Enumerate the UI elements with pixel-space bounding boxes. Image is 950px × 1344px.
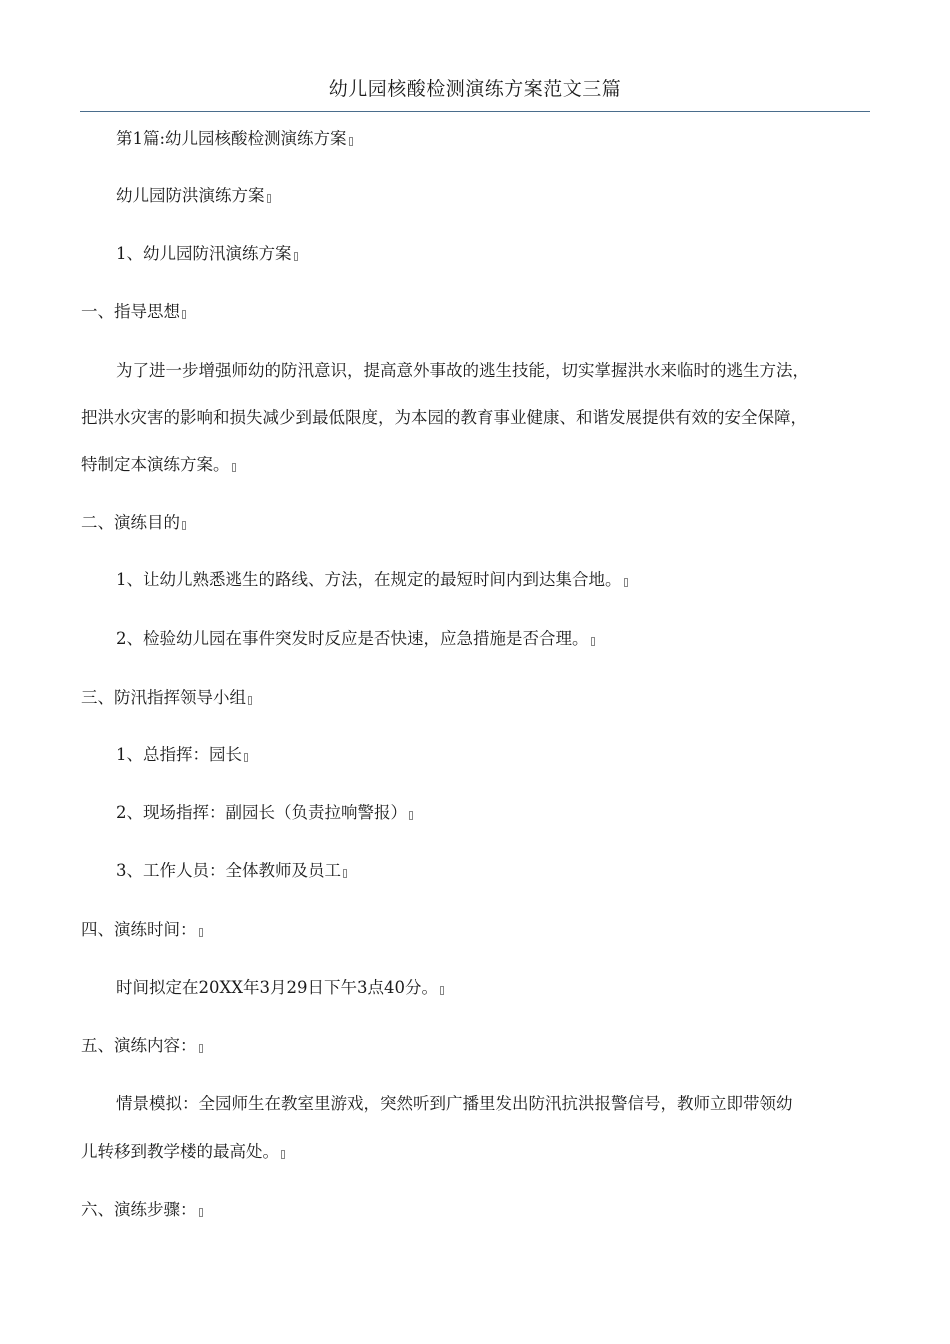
paragraph-line: 为了进一步增强师幼的防汛意识，提高意外事故的逃生技能，切实掌握洪水来临时的逃生方法， [116, 361, 809, 380]
list-item [116, 568, 628, 592]
paragraph-mark-icon [248, 696, 252, 705]
list-item-text: 2、现场指挥：副园长（负责拉响警报） [116, 803, 407, 822]
heading-1 [81, 300, 186, 324]
paragraph-text: 时间拟定在20XX年3月29日下午3点40分。 [116, 978, 438, 997]
paragraph-line: 情景模拟：全园师生在教室里游戏，突然听到广播里发出防汛抗洪报警信号，教师立即带领幼 [116, 1094, 793, 1113]
paragraph-mark-icon [440, 986, 444, 995]
paragraph-mark-icon [409, 811, 413, 820]
heading-3 [81, 686, 252, 710]
list-item-text: 3、工作人员：全体教师及员工 [116, 861, 341, 880]
paragraph-line: 儿转移到教学楼的最高处。 [81, 1142, 279, 1161]
list-item-text: 1、总指挥：园长 [116, 745, 242, 764]
paragraph-mark-icon [199, 928, 203, 937]
paragraph-mark-icon [349, 137, 353, 146]
heading-2 [81, 511, 186, 535]
heading-text: 三、防汛指挥领导小组 [81, 688, 246, 707]
heading-text: 一、指导思想 [81, 302, 180, 321]
heading-text: 五、演练内容： [81, 1036, 197, 1055]
paragraph-text: 第1篇:幼儿园核酸检测演练方案 [116, 129, 347, 148]
title-underline [80, 111, 870, 112]
heading-text: 二、演练目的 [81, 513, 180, 532]
paragraph-3 [116, 242, 298, 266]
paragraph-mark-icon [199, 1208, 203, 1217]
paragraph-2 [116, 184, 271, 208]
paragraph-line: 把洪水灾害的影响和损失减少到最低限度，为本园的教育事业健康、和谐发展提供有效的安全保障， [81, 408, 807, 427]
paragraph-mark-icon [244, 753, 248, 762]
paragraph-mark-icon [182, 521, 186, 530]
paragraph-mark-icon [232, 463, 236, 472]
document-title: 幼儿园核酸检测演练方案范文三篇 [328, 78, 622, 100]
paragraph-text: 幼儿园防洪演练方案 [116, 186, 265, 205]
paragraph-1 [116, 127, 353, 151]
list-item [116, 859, 347, 883]
paragraph-time [116, 976, 444, 1000]
paragraph-line-wrap [81, 453, 236, 477]
list-item [116, 627, 595, 651]
heading-text: 四、演练时间： [81, 920, 197, 939]
list-item-text: 1、让幼儿熟悉逃生的路线、方法，在规定的最短时间内到达集合地。 [116, 570, 622, 589]
heading-text: 六、演练步骤： [81, 1200, 197, 1219]
paragraph-mark-icon [267, 194, 271, 203]
paragraph-mark-icon [343, 869, 347, 878]
list-item-text: 2、检验幼儿园在事件突发时反应是否快速，应急措施是否合理。 [116, 629, 589, 648]
list-item [116, 801, 413, 825]
list-item [116, 743, 248, 767]
paragraph-line-wrap [81, 1140, 285, 1164]
paragraph-mark-icon [182, 310, 186, 319]
paragraph-mark-icon [591, 637, 595, 646]
paragraph-mark-icon [294, 252, 298, 261]
paragraph-line: 特制定本演练方案。 [81, 455, 230, 474]
heading-4 [81, 918, 203, 942]
paragraph-mark-icon [281, 1150, 285, 1159]
paragraph-text: 1、幼儿园防汛演练方案 [116, 244, 292, 263]
paragraph-mark-icon [199, 1044, 203, 1053]
heading-6 [81, 1198, 203, 1222]
paragraph-mark-icon [624, 578, 628, 587]
heading-5 [81, 1034, 203, 1058]
